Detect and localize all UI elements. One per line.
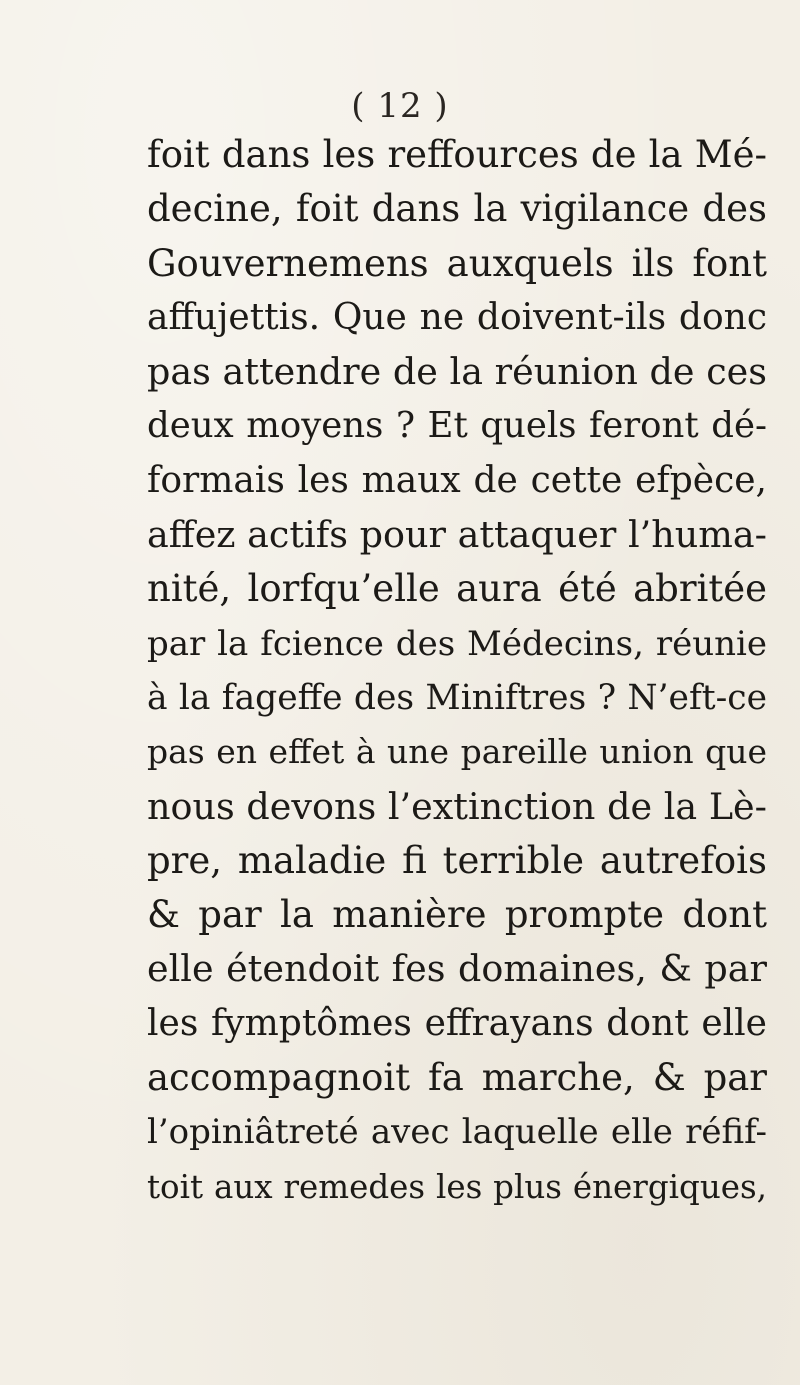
text-line: affez actifs pour attaquer l’huma- bbox=[147, 513, 767, 557]
text-line: pas en effet à une pareille union que bbox=[147, 732, 767, 772]
text-line: pre, maladie fi terrible autrefois bbox=[147, 838, 767, 882]
text-line: nité, lorfqu’elle aura été abritée bbox=[147, 567, 767, 611]
text-line: affujettis. Que ne doivent-ils donc bbox=[147, 296, 767, 338]
text-line: & par la manière prompte dont bbox=[147, 893, 767, 937]
body-text bbox=[147, 128, 767, 1214]
text-line: foit dans les reffources de la Mé- bbox=[147, 133, 767, 176]
text-line: pas attendre de la réunion de ces bbox=[147, 350, 767, 394]
text-line: formais les maux de cette efpèce, bbox=[147, 459, 767, 501]
text-line: elle étendoit fes domaines, & par bbox=[147, 947, 767, 991]
text-line: deux moyens ? Et quels feront dé- bbox=[147, 405, 767, 447]
text-line: l’opiniâtreté avec laquelle elle réfif- bbox=[147, 1112, 767, 1153]
text-line: accompagnoit fa marche, & par bbox=[147, 1056, 767, 1100]
text-line: nous devons l’extinction de la Lè- bbox=[147, 784, 767, 828]
text-line: Gouvernemens auxquels ils font bbox=[147, 241, 767, 285]
page-number: ( 12 ) bbox=[351, 86, 449, 126]
text-line: decine, foit dans la vigilance des bbox=[147, 187, 767, 231]
text-line: par la fcience des Médecins, réunie bbox=[147, 623, 767, 664]
text-line: toit aux remedes les plus énergiques, bbox=[147, 1167, 767, 1206]
text-line: les fymptômes effrayans dont elle bbox=[147, 1002, 767, 1044]
text-line: à la fageffe des Miniftres ? N’eft-ce bbox=[147, 677, 767, 718]
